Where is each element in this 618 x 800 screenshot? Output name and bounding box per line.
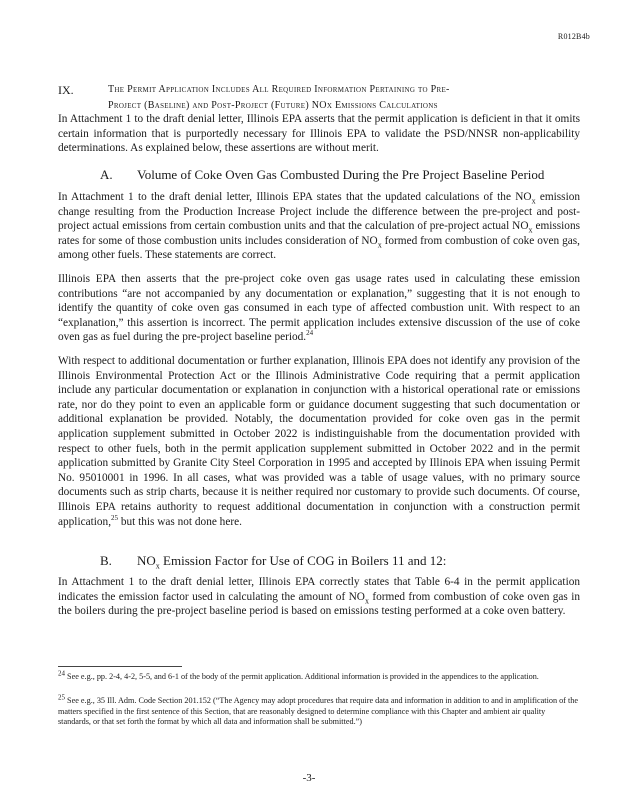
- footnote-divider: [58, 666, 182, 667]
- paragraph-a3: With respect to additional documentation or further explanation, Illinois EPA does not identify any provision of the Illinois Environmental Protection Act or the Illinois Administrative Code requiring that a permit application include any particular documentation or explanation in conjunction with a historical operational rate or emissions rate, nor do they point to even an applicable form or guidance document suggesting that such documentation or additional explanation be provided. Notably, the documentation provided for coke oven gas in the permit application supplement submitted in October 2022 is indistinguishable from the documentation provided with respect to other fuels, both in the permit application supplement submitted in October 2022 and in the permit application submitted by Granite City Steel Corporation in 1995 and accepted by Illinois EPA when issuing Permit No. 95010001 in 1996. In all cases, what was provided was a table of usage values, with no primary source documents such as strip charts, because it is neither required nor customary to provide such documents. Of course, Illinois EPA retains authority to request additional documentation in conjunction with a construction permit application,$^{25}$ but this was not done here.: [58, 355, 580, 528]
- footnote-ref-24: 24: [306, 329, 314, 338]
- subsection-a-letter: A.: [100, 167, 113, 182]
- section-number: IX.: [58, 83, 74, 97]
- intro-paragraph: In Attachment 1 to the draft denial letter, Illinois EPA asserts that the permit application is deficient in that it omits certain information that is purportedly necessary for Illinois EPA to validate the PSD/NNSR non-applicability determinations. As explained below, these assertions are without merit.: [58, 113, 580, 155]
- footnote-24: $^{24}$ See e.g., pp. 2-4, 4-2, 5-5, and 6-1 of the body of the permit application. Additional information is provided in the appendices to the application.: [58, 669, 539, 681]
- section-heading: [58, 82, 578, 114]
- paragraph-b1: In Attachment 1 to the draft denial letter, Illinois EPA correctly states that Table 6-4 in the permit application indicates the emission factor used in calculating the amount of $NO_x$ formed from combustion of coke oven gas in the boilers during the pre-project baseline period is based on emissions testing performed at a coke oven battery.: [58, 576, 581, 618]
- page-number: -3-: [302, 772, 316, 784]
- paragraph-a2: Illinois EPA then asserts that the pre-project coke oven gas usage rates used in calculating these emission contributions “are not accompanied by any documentation or explanation,” suggesting that it is not enough to identify the quantity of coke oven gas consumed in each type of affected combustion unit. With respect to an “explanation,” this assertion is incorrect. The permit application includes extensive discussion of the use of coke oven gas as fuel during the pre-project baseline period.$^{24}$: [58, 273, 580, 344]
- subsection-b-letter: B.: [100, 553, 112, 568]
- section-title-line-1: The Permit Application Includes All Required Information Pertaining to Pre-: [108, 84, 450, 95]
- footnote-ref-25: 25: [111, 513, 119, 522]
- subsection-a-heading: [100, 167, 588, 183]
- subsection-b-heading: B. $NO_x$ Emission Factor for Use of COG in Boilers 11 and 12:: [100, 553, 447, 571]
- footnote-25: $^{25}$ See e.g., 35 Ill. Adm. Code Section 201.152 (“The Agency may adopt procedures that require data and information in addition to and in amplification of the matters specified in the first sentence of this Section, that are reasonably designed to determine compliance with this Chapter and ambient air quality standards, or that set forth the format by which all data and information shall be submitted.”): [58, 693, 578, 727]
- paragraph-a1: In Attachment 1 to the draft denial letter, Illinois EPA states that the updated calculations of the $NO_x$ emission change resulting from the Production Increase Project include the difference between the pre-project and post-project actual emissions from certain combustion units and that the calculation of pre-project actual $NO_x$ emissions rates for some of those combustion units includes consideration of $NO_x$ formed from combustion of coke oven gas, among other fuels. These statements are correct.: [58, 191, 581, 262]
- page-identifier: R012B4b: [557, 32, 590, 41]
- section-title-line-2: Project (Baseline) and Post-Project (Future) NOx Emissions Calculations: [108, 100, 438, 111]
- subsection-a-title: Volume of Coke Oven Gas Combusted During the Pre Project Baseline Period: [137, 167, 545, 182]
